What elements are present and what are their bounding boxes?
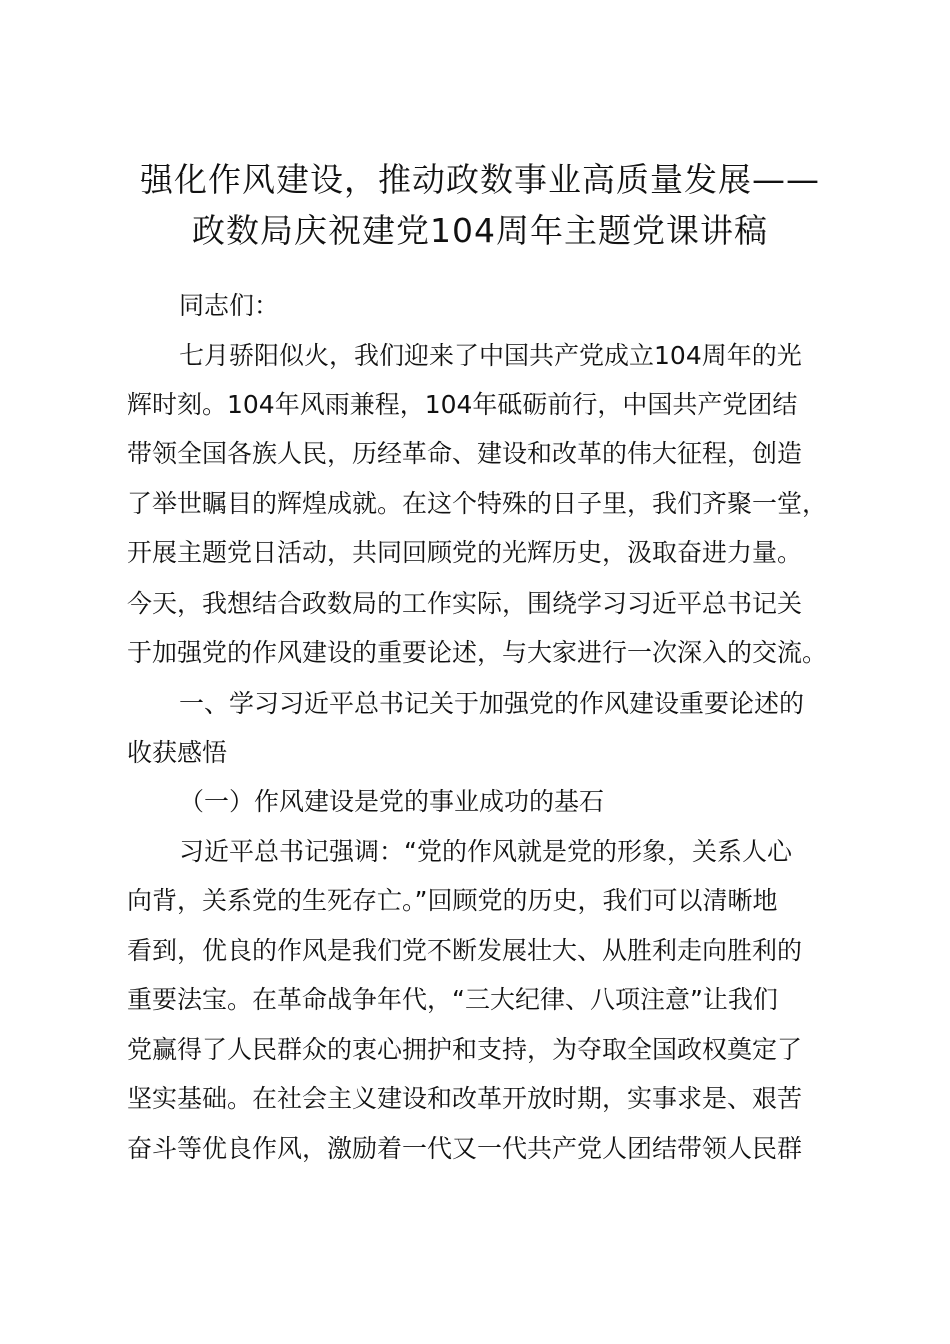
paragraph-line: 七月骄阳似火，我们迎来了中国共产党成立104周年的光 [179,341,802,370]
paragraph-line: 于加强党的作风建设的重要论述，与大家进行一次深入的交流。 [127,638,828,667]
paragraph-line: 向背，关系党的生死存亡。”回顾党的历史，我们可以清晰地 [127,886,778,915]
paragraph-line: 看到，优良的作风是我们党不断发展壮大、从胜利走向胜利的 [127,936,803,965]
paragraph-line: 了举世瞩目的辉煌成就。在这个特殊的日子里，我们齐聚一堂， [127,489,828,518]
paragraph-line: 今天，我想结合政数局的工作实际，围绕学习习近平总书记关 [127,589,803,618]
paragraph-line: 辉时刻。104年风雨兼程，104年砥砺前行，中国共产党团结 [127,390,798,419]
paragraph-line: 开展主题党日活动，共同回顾党的光辉历史，汲取奋进力量。 [127,538,803,567]
section-heading-continued: 收获感悟 [127,738,228,767]
paragraph-line: 奋斗等优良作风，激励着一代又一代共产党人团结带领人民群 [127,1134,803,1163]
paragraph-line: 带领全国各族人民，历经革命、建设和改革的伟大征程，创造 [127,439,803,468]
paragraph-line: 习近平总书记强调：“党的作风就是党的形象，关系人心 [179,837,792,866]
paragraph-line: 坚实基础。在社会主义建设和改革开放时期，实事求是、艰苦 [127,1084,803,1113]
subsection-heading: （一）作风建设是党的事业成功的基石 [179,787,605,816]
section-heading: 一、学习习近平总书记关于加强党的作风建设重要论述的 [179,689,805,718]
paragraph-line: 党赢得了人民群众的衷心拥护和支持，为夺取全国政权奠定了 [127,1035,803,1064]
title-line-2: 政数局庆祝建党104周年主题党课讲稿 [192,211,768,250]
salutation: 同志们： [179,291,280,320]
title-line-1: 强化作风建设，推动政数事业高质量发展—— [140,160,820,199]
paragraph-line: 重要法宝。在革命战争年代，“三大纪律、八项注意”让我们 [127,985,778,1014]
